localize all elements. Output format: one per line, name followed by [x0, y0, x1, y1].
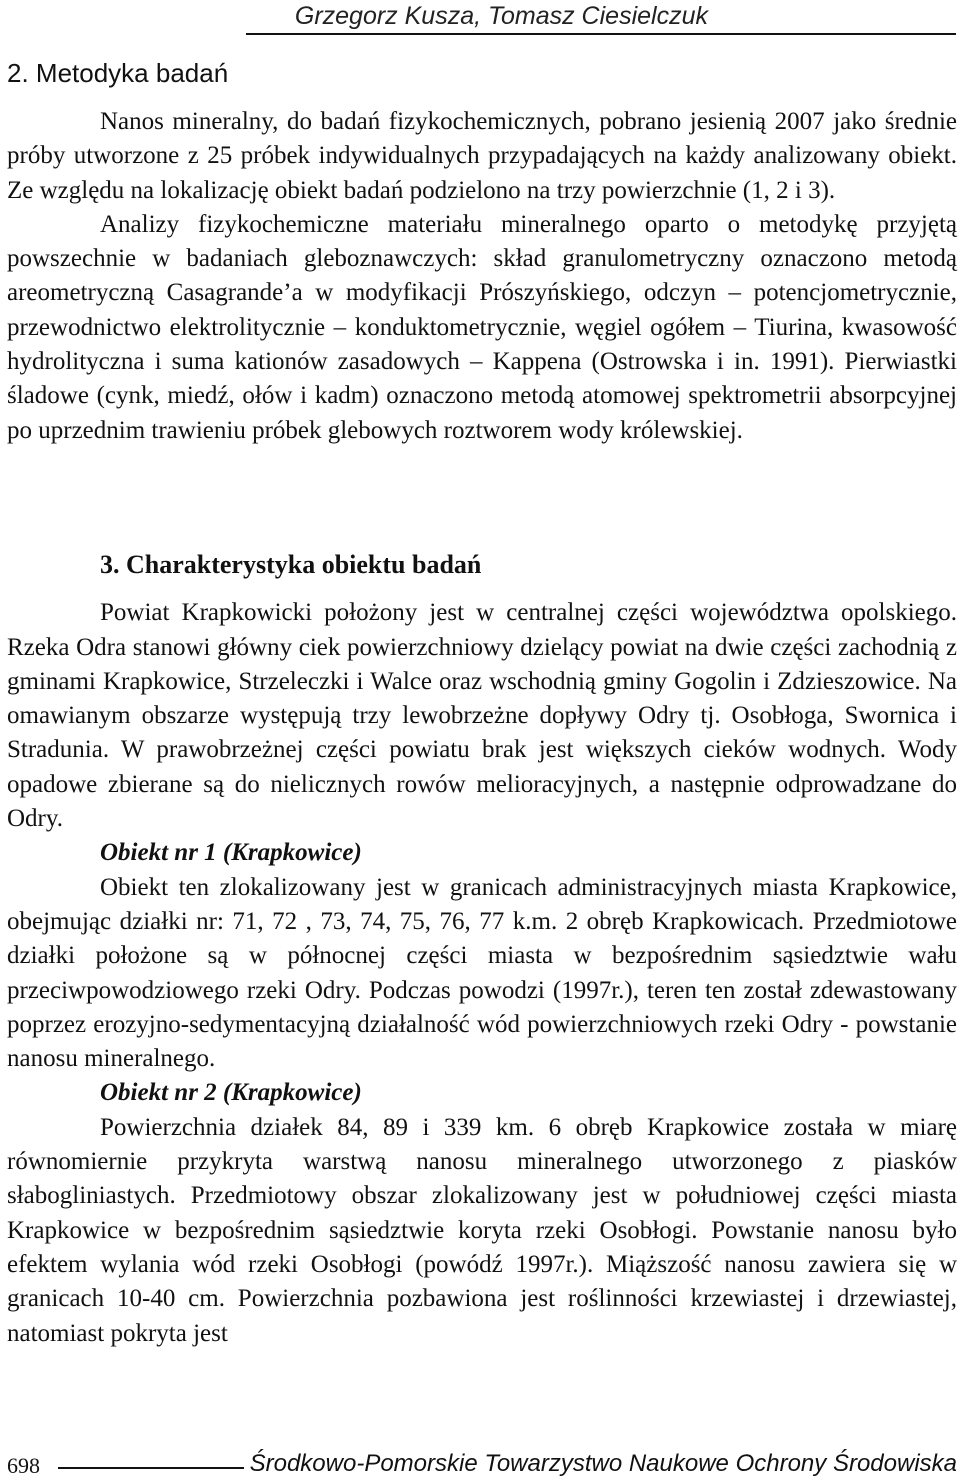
running-header-authors: Grzegorz Kusza, Tomasz Ciesielczuk: [294, 2, 708, 30]
page-number: 698: [7, 1453, 40, 1478]
section-body-characteristics: [7, 548, 957, 1351]
paragraph: Obiekt ten zlokalizowany jest w granicach administracyjnych miasta Krapkowice, obejmując działki nr: 71, 72 , 73, 74, 75, 76, 77 k.m. 2 obręb Krapkowicach. Przedmiotowe działki położone są w północnej części miasta w bezpośrednim sąsiedztwie wału przeciwpowodziowego rzeki Odry. Podczas powodzi (1997r.), teren ten został zdewastowany poprzez erozyjno-sedymentacyjną działalność wód powierzchniowych rzeki Odry - powstanie nanosu mineralnego.: [7, 873, 957, 1073]
subheading-object-1: Obiekt nr 1 (Krapkowice): [100, 839, 362, 867]
paragraph: Powierzchnia działek 84, 89 i 339 km. 6 obręb Krapkowice została w miarę równomiernie przykryta warstwą nanosu mineralnego utworzonego z piasków słabogliniastych. Przedmiotowy obszar zlokalizowany jest w południowej części miasta Krapkowice w bezpośrednim sąsiedztwie koryta rzeki Osobłogi. Powstanie nanosu było efektem wylania wód rzeki Osobłogi (powódź 1997r.). Miąższość nanosu zawiera się w granicach 10-40 cm. Powierzchnia pozbawiona jest roślinności krzewiastej i drzewiastej, natomiast pokryta jest: [7, 1113, 957, 1347]
paragraph: Powiat Krapkowicki położony jest w centralnej części województwa opolskiego. Rzeka Odra stanowi główny ciek powierzchniowy dzielący powiat na dwie części zachodnią z gminami Krapkowice, Strzeleczki i Walce oraz wschodnią gminy Gogolin i Zdzieszowice. Na omawianym obszarze występują trzy lewobrzeżne dopływy Odry tj. Osobłoga, Swornica i Stradunia. W prawobrzeżnej części powiatu brak jest większych cieków wodnych. Wody opadowe zbierane są do nielicznych rowów melioracyjnych, a następnie odprowadzane do Odry.: [7, 599, 957, 833]
section-heading-methodology: 2. Metodyka badań: [7, 58, 229, 88]
paragraph: Nanos mineralny, do badań fizykochemicznych, pobrano jesienią 2007 jako średnie próby utworzone z 25 próbek indywidualnych przypadających na każdy analizowany obiekt. Ze względu na lokalizację obiekt badań podzielono na trzy powierzchnie (1, 2 i 3).: [7, 108, 957, 204]
paragraph: Analizy fizykochemiczne materiału mineralnego oparto o metodykę przyjętą powszechnie w badaniach gleboznawczych: skład granulometryczny oznaczono metodą areometryczną Casagrande’a w modyfikacji Prószyńskiego, odczyn – potencjometrycznie, przewodnictwo elektrolitycznie – konduktometrycznie, węgiel ogółem – Tiurina, kwasowość hydrolityczna i suma kationów zasadowych – Kappena (Ostrowska i in. 1991). Pierwiastki śladowe (cynk, miedź, ołów i kadm) oznaczono metodą atomowej spektrometrii absorpcyjnej po uprzednim trawieniu próbek glebowych roztworem wody królewskiej.: [7, 210, 957, 444]
subheading-object-2: Obiekt nr 2 (Krapkowice): [100, 1079, 362, 1107]
footer-publisher: Środkowo-Pomorskie Towarzystwo Naukowe Ochrony Środowiska: [244, 1450, 957, 1478]
section-heading-characteristics: 3. Charakterystyka obiektu badań: [100, 550, 482, 579]
section-body-methodology: [7, 105, 957, 448]
header-rule: [246, 33, 956, 35]
